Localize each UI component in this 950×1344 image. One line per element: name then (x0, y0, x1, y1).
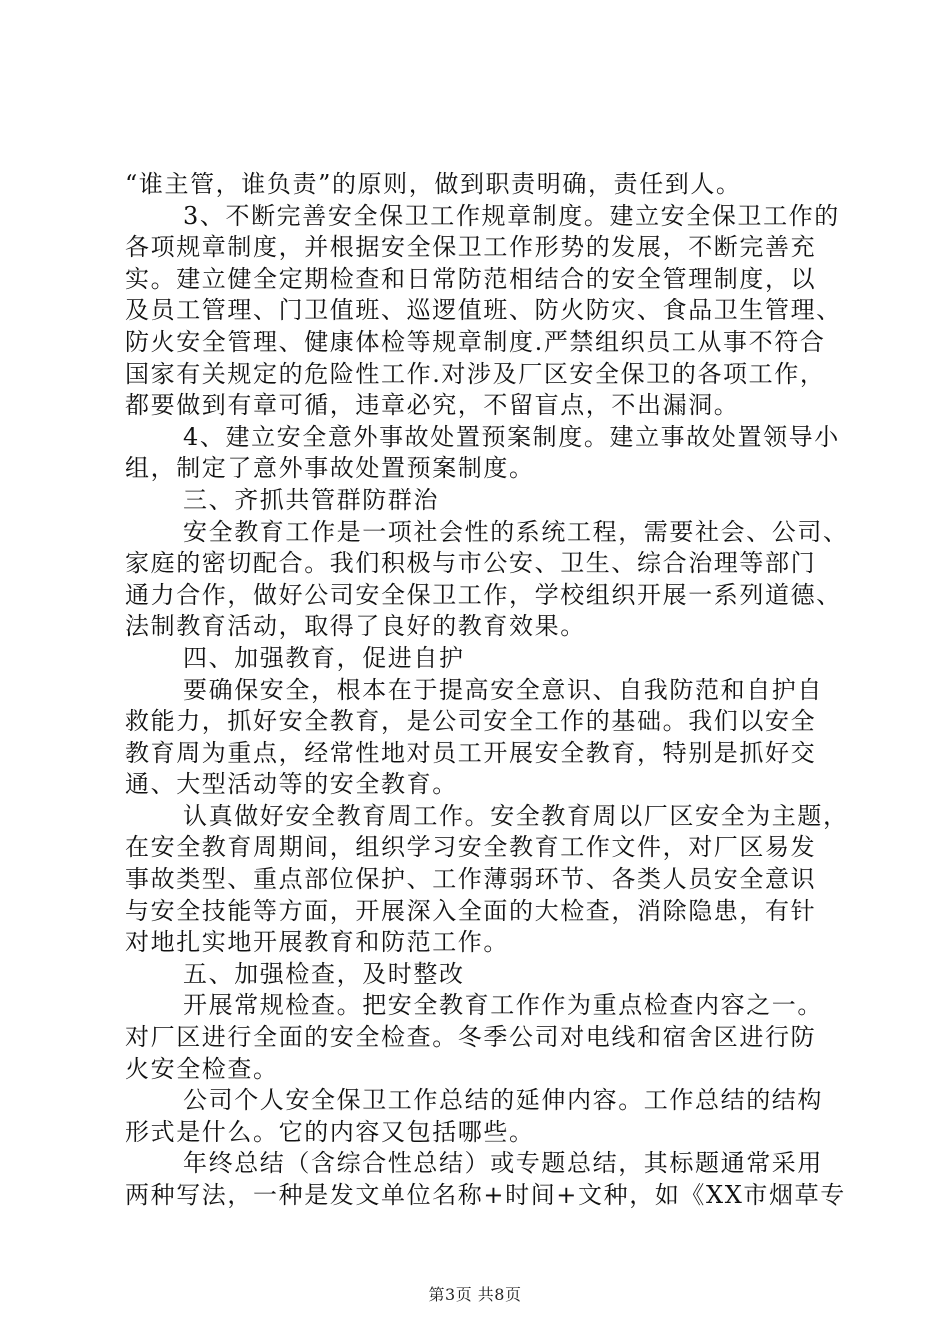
text-line: 四、加强教育，促进自护 (183, 643, 465, 672)
text-line: 各项规章制度，并根据安全保卫工作形势的发展，不断完善充 (125, 233, 817, 262)
text-line: 五、加强检查，及时整改 (183, 959, 465, 988)
text-line: 事故类型、重点部位保护、工作薄弱环节、各类人员安全意识 (125, 865, 817, 894)
text-line: 法制教育活动，取得了良好的教育效果。 (125, 612, 586, 641)
text-line: 都要做到有章可循，违章必究，不留盲点，不出漏洞。 (125, 391, 740, 420)
text-line: 安全教育工作是一项社会性的系统工程，需要社会、公司、 (183, 517, 849, 546)
text-line: 在安全教育周期间，组织学习安全教育工作文件，对厂区易发 (125, 833, 817, 862)
text-line: 对厂区进行全面的安全检查。冬季公司对电线和宿舍区进行防 (125, 1023, 817, 1052)
text-line: 救能力，抓好安全教育，是公司安全工作的基础。我们以安全 (125, 707, 817, 736)
text-line: 4、建立安全意外事故处置预案制度。建立事故处置领导小 (183, 422, 840, 451)
text-line: 防火安全管理、健康体检等规章制度.严禁组织员工从事不符合 (125, 327, 826, 356)
text-line: 通力合作，做好公司安全保卫工作，学校组织开展一系列道德、 (125, 580, 842, 609)
text-line: 教育周为重点，经常性地对员工开展安全教育，特别是抓好交 (125, 738, 817, 767)
text-line: 通、大型活动等的安全教育。 (125, 770, 458, 799)
text-line: 开展常规检查。把安全教育工作作为重点检查内容之一。 (183, 991, 823, 1020)
text-line: 要确保安全，根本在于提高安全意识、自我防范和自护自 (183, 675, 823, 704)
text-line: 火安全检查。 (125, 1054, 279, 1083)
text-line: 组，制定了意外事故处置预案制度。 (125, 454, 535, 483)
text-line: 家庭的密切配合。我们积极与市公安、卫生、综合治理等部门 (125, 549, 817, 578)
page-footer: 第3页 共8页 (428, 1285, 522, 1304)
text-line: 年终总结（含综合性总结）或专题总结，其标题通常采用 (183, 1149, 823, 1178)
text-line: 对地扎实地开展教育和防范工作。 (125, 928, 509, 957)
text-line: 两种写法，一种是发文单位名称+时间+文种，如《XX市烟草专 (125, 1181, 846, 1209)
text-line: 国家有关规定的危险性工作.对涉及厂区安全保卫的各项工作， (125, 359, 826, 388)
text-line: 实。建立健全定期检查和日常防范相结合的安全管理制度，以 (125, 264, 817, 293)
text-line: 认真做好安全教育周工作。安全教育周以厂区安全为主题， (183, 801, 849, 830)
text-line: “谁主管，谁负责”的原则，做到职责明确，责任到人。 (125, 170, 742, 198)
text-line: 与安全技能等方面，开展深入全面的大检查，消除隐患，有针 (125, 896, 817, 925)
text-line: 及员工管理、门卫值班、巡逻值班、防火防灾、食品卫生管理、 (125, 296, 842, 325)
document-body (125, 169, 849, 1212)
text-line: 三、齐抓共管群防群治 (183, 485, 439, 514)
text-line: 3、不断完善安全保卫工作规章制度。建立安全保卫工作的 (183, 201, 840, 230)
text-line: 公司个人安全保卫工作总结的延伸内容。工作总结的结构 (183, 1086, 823, 1115)
text-line: 形式是什么。它的内容又包括哪些。 (125, 1117, 535, 1146)
